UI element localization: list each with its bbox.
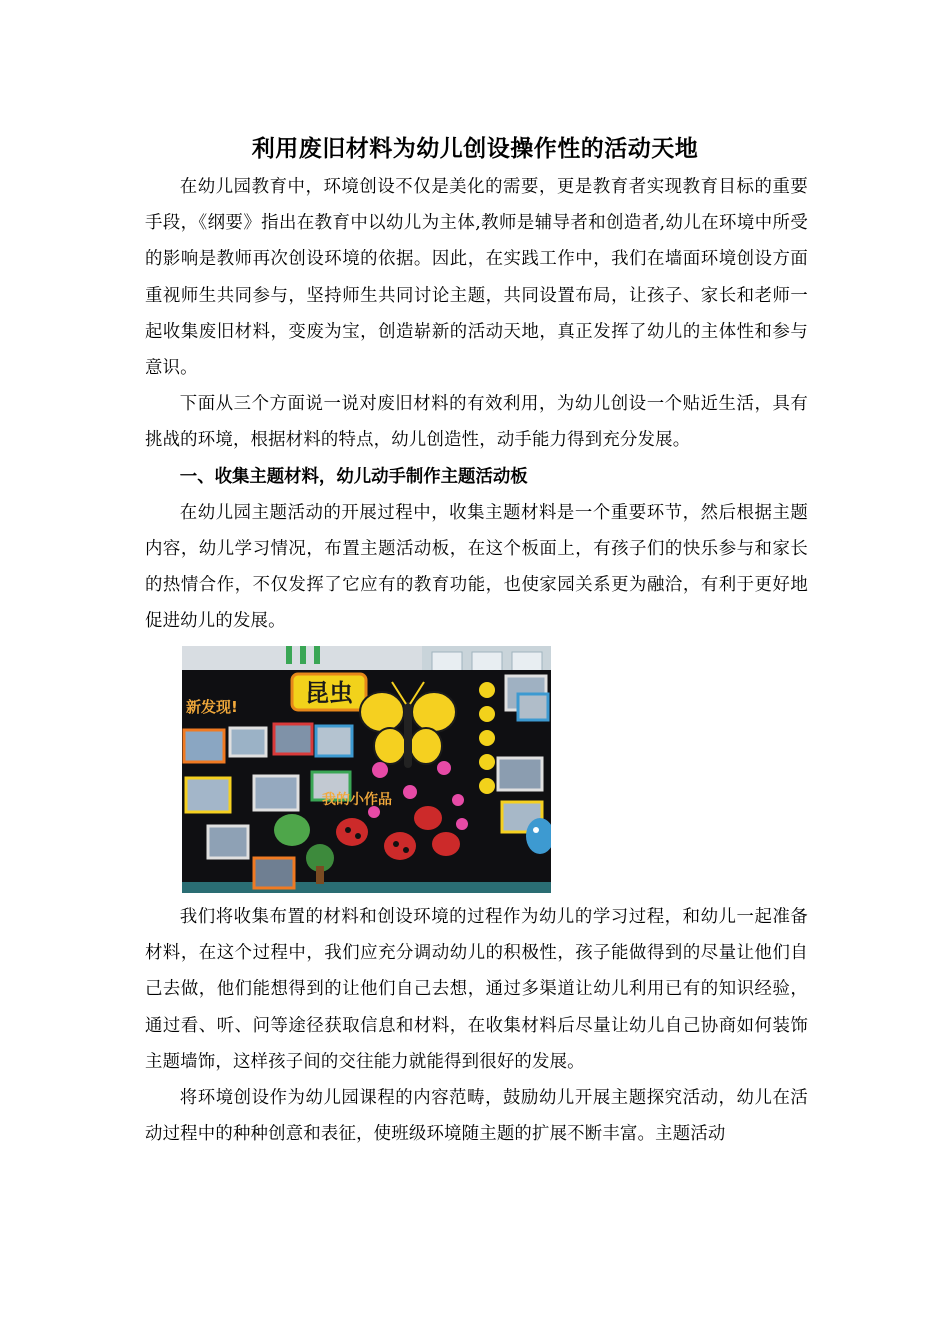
paragraph-learning-process: 我们将收集布置的材料和创设环境的过程作为幼儿的学习过程，和幼儿一起准备材料，在这个过程中，我们应充分调动幼儿的积极性，孩子能做得到的尽量让他们自己去做，他们能想得到的让他们自己去想，通过多渠道让幼儿利用已有的知识经验，通过看、听、问等途径获取信息和材料，在收集材料后尽量让幼儿自己协商如何装饰主题墙饰，这样孩子间的交往能力就能得到很好的发展。 [145,907,808,1072]
paragraph-intro: 在幼儿园教育中，环境创设不仅是美化的需要，更是教育者实现教育目标的重要手段，《纲要》指出在教育中以幼儿为主体,教师是辅导者和创造者,幼儿在环境中所受的影响是教师再次创设环境的依据。因此，在实践工作中，我们在墙面环境创设方面重视师生共同参与，坚持师生共同讨论主题，共同设置布局，让孩子、家长和老师一起收集废旧材料，变废为宝，创造崭新的活动天地，真正发挥了幼儿的主体性和参与意识。 [145,177,808,379]
beetle-icon [274,814,310,846]
sign-main-text: 昆虫 [305,679,353,707]
paragraph-section-one: 在幼儿园主题活动的开展过程中，收集主题材料是一个重要环节，然后根据主题内容，幼儿学习情况，布置主题活动板，在这个板面上，有孩子们的快乐参与和家长的热情合作，不仅发挥了它应有的教育功能，也使家园关系更为融洽，有利于更好地促进幼儿的发展。 [145,502,808,632]
continued-section [145,899,808,1152]
theme-board-photo [182,646,551,893]
sign-works-text: 我的小作品 [322,792,392,808]
paragraph-overview: 下面从三个方面说一说对废旧材料的有效利用，为幼儿创设一个贴近生活，具有挑战的环境，根据材料的特点，幼儿创造性，动手能力得到充分发展。 [145,394,808,451]
paragraph-curriculum: 将环境创设作为幼儿园课程的内容范畴，鼓励幼儿开展主题探究活动，幼儿在活动过程中的种种创意和表征，使班级环境随主题的扩展不断丰富。主题活动 [145,1088,808,1145]
section-heading: 一、收集主题材料，幼儿动手制作主题活动板 [179,466,528,487]
sign-left-text: 新发现! [186,698,238,716]
document-title: 利用废旧材料为幼儿创设操作性的活动天地 [251,135,699,162]
intro-section [145,169,808,640]
